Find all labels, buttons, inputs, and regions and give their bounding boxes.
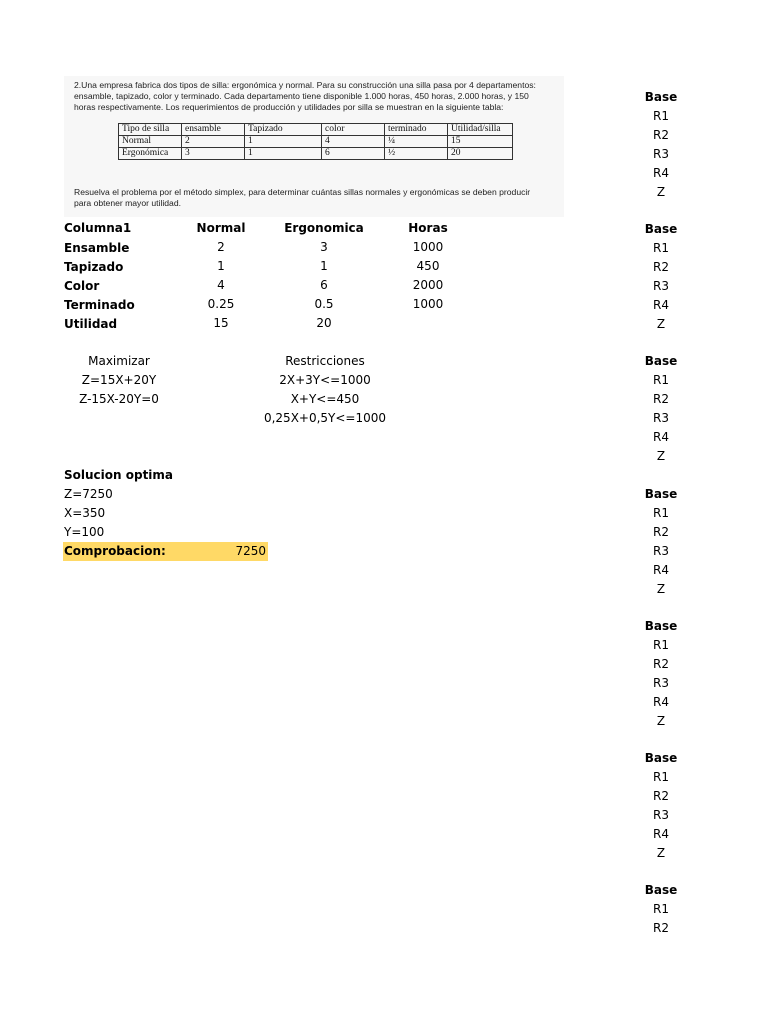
restrictions-label[interactable]: Restricciones [285,354,365,368]
base-row-label[interactable]: Z [656,582,666,596]
base-header[interactable]: Base [644,751,678,765]
data-table-cell[interactable]: 15 [213,316,229,330]
data-table-cell[interactable]: 0.5 [314,297,334,311]
base-row-label[interactable]: Z [656,317,666,331]
data-table-cell[interactable]: 1 [217,259,225,273]
restriction[interactable]: 0,25X+0,5Y<=1000 [263,411,387,425]
restriction[interactable]: X+Y<=450 [290,392,360,406]
solution-title[interactable]: Solucion optima [64,468,174,482]
base-row-label[interactable]: R1 [653,373,669,387]
base-row-label[interactable]: R1 [653,770,669,784]
base-header[interactable]: Base [644,487,678,501]
base-row-label[interactable]: Z [656,714,666,728]
check-label[interactable]: Comprobacion: [64,544,166,558]
base-row-label[interactable]: R1 [653,638,669,652]
problem-footer-line: para obtener mayor utilidad. [74,198,182,208]
maximize-label[interactable]: Maximizar [88,354,150,368]
data-table-cell[interactable]: 6 [320,278,328,292]
base-row-label[interactable]: R2 [653,260,669,274]
data-table-row-label[interactable]: Ensamble [64,241,130,255]
data-table-header[interactable]: Horas [408,221,448,235]
base-header[interactable]: Base [644,90,678,104]
objective-equation[interactable]: Z-15X-20Y=0 [79,392,159,406]
objective-function[interactable]: Z=15X+20Y [81,373,157,387]
data-table-header[interactable]: Normal [196,221,246,235]
problem-line: 2.Una empresa fabrica dos tipos de silla: ergonómica y normal. Para su construcción una silla pasa por 4 departamentos: [74,80,536,90]
problem-table-cell: ¼ [385,136,448,148]
problem-table-cell: ½ [385,148,448,160]
base-header[interactable]: Base [644,222,678,236]
problem-line: ensamble, tapizado, color y terminado. Cada departamento tiene disponible 1.000 horas, 450 horas, 2.000 horas, y 150 [74,91,529,101]
base-row-label[interactable]: R1 [653,902,669,916]
data-table-row-label[interactable]: Terminado [64,298,135,312]
base-row-label[interactable]: R3 [653,544,669,558]
base-row-label[interactable]: R4 [653,563,669,577]
problem-table-cell: 2 [182,136,245,148]
data-table-cell[interactable]: 2000 [412,278,444,292]
data-table-cell[interactable]: 20 [316,316,332,330]
base-row-label[interactable]: R2 [653,921,669,935]
problem-table-cell: 6 [322,148,385,160]
problem-table [118,123,513,160]
base-row-label[interactable]: R2 [653,128,669,142]
data-table-row-label[interactable]: Color [64,279,100,293]
base-row-label[interactable]: R3 [653,411,669,425]
problem-table-header: color [322,124,385,136]
base-row-label[interactable]: R3 [653,147,669,161]
problem-table-cell: 15 [448,136,513,148]
problem-table-cell: 1 [245,136,322,148]
base-row-label[interactable]: Z [656,846,666,860]
data-table-cell[interactable]: 0.25 [207,297,235,311]
problem-table-cell: Normal [119,136,182,148]
data-table-cell[interactable]: 1000 [412,240,444,254]
data-table-row-label[interactable]: Utilidad [64,317,118,331]
restriction[interactable]: 2X+3Y<=1000 [279,373,371,387]
data-table-header[interactable]: Columna1 [64,221,132,235]
problem-table-cell: 1 [245,148,322,160]
problem-line: horas respectivamente. Los requerimientos de producción y utilidades por silla se muestran en la siguiente tabla: [74,102,504,112]
solution-y[interactable]: Y=100 [64,525,105,539]
problem-table-cell: Ergonómica [119,148,182,160]
data-table-row-label[interactable]: Tapizado [64,260,124,274]
base-header[interactable]: Base [644,354,678,368]
problem-table-cell: 4 [322,136,385,148]
base-row-label[interactable]: R2 [653,789,669,803]
base-row-label[interactable]: R4 [653,827,669,841]
problem-table-header: Tapizado [245,124,322,136]
base-row-label[interactable]: R1 [653,241,669,255]
data-table-cell[interactable]: 450 [416,259,440,273]
problem-image [64,76,564,217]
problem-footer-line: Resuelva el problema por el método simplex, para determinar cuántas sillas normales y ergonómicas se deben producir [74,187,531,197]
base-row-label[interactable]: R1 [653,109,669,123]
base-row-label[interactable]: R3 [653,279,669,293]
data-table-header[interactable]: Ergonomica [284,221,364,235]
solution-x[interactable]: X=350 [64,506,106,520]
base-header[interactable]: Base [644,619,678,633]
problem-table-header: Utilidad/silla [448,124,513,136]
base-row-label[interactable]: R3 [653,808,669,822]
base-row-label[interactable]: R4 [653,166,669,180]
base-row-label[interactable]: R2 [653,525,669,539]
data-table-cell[interactable]: 4 [217,278,225,292]
data-table-cell[interactable]: 1 [320,259,328,273]
problem-table-header: Tipo de silla [119,124,182,136]
base-row-label[interactable]: R1 [653,506,669,520]
base-row-label[interactable]: R4 [653,430,669,444]
data-table-cell[interactable]: 2 [217,240,225,254]
base-row-label[interactable]: R3 [653,676,669,690]
problem-table-cell: 20 [448,148,513,160]
problem-table-header: terminado [385,124,448,136]
base-row-label[interactable]: R2 [653,392,669,406]
base-header[interactable]: Base [644,883,678,897]
base-row-label[interactable]: R4 [653,298,669,312]
base-row-label[interactable]: R4 [653,695,669,709]
problem-table-cell: 3 [182,148,245,160]
base-row-label[interactable]: Z [656,185,666,199]
base-row-label[interactable]: R2 [653,657,669,671]
problem-table-header: ensamble [182,124,245,136]
solution-z[interactable]: Z=7250 [64,487,113,501]
data-table-cell[interactable]: 1000 [412,297,444,311]
base-row-label[interactable]: Z [656,449,666,463]
check-value[interactable]: 7250 [235,544,266,558]
data-table-cell[interactable]: 3 [320,240,328,254]
